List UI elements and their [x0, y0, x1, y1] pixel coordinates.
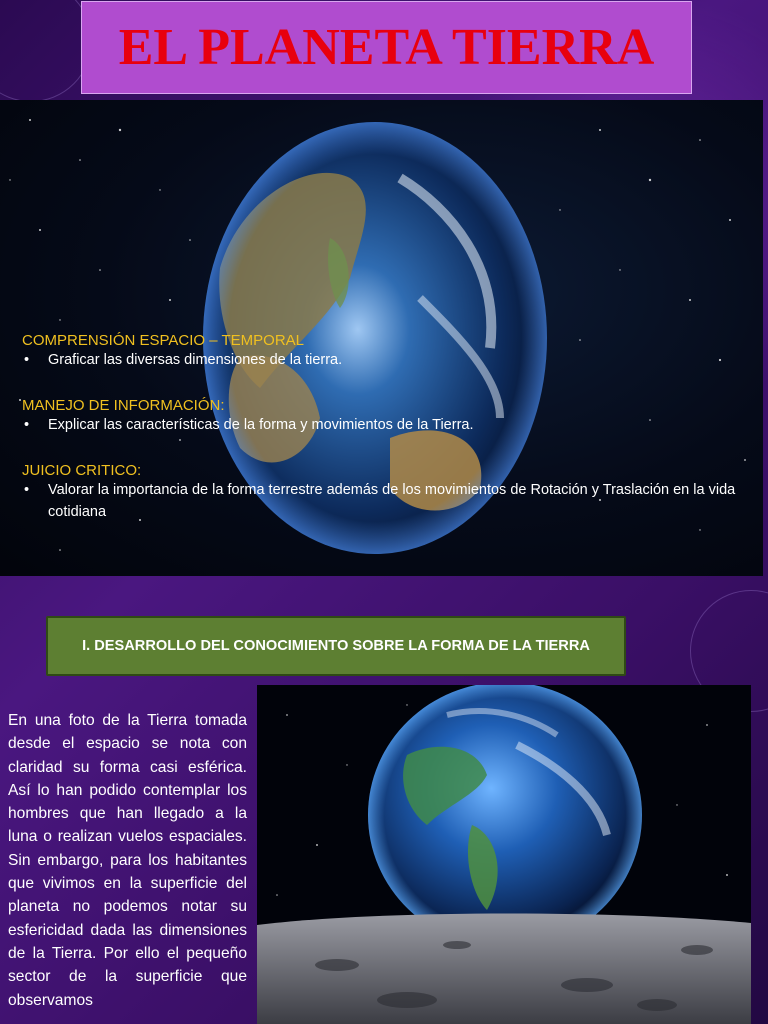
- objective-text: Graficar las diversas dimensiones de la tierra.: [48, 352, 343, 368]
- bullet: •: [24, 352, 30, 368]
- body-paragraph: En una foto de la Tierra tomada desde el espacio se nota con claridad su forma casi esférica. Así lo han podido contemplar los hombres que han llegado a la luna o realizan vuelos espaciales. Sin embargo, para los habitantes que vivimos en la superficie del planeta no podemos notar su esfericidad dada las dimensiones de la Tierra. Por ello el pequeño sector de la superficie que observamos: [8, 712, 247, 1009]
- objective-heading: JUICIO CRITICO:: [22, 462, 142, 479]
- bullet: •: [24, 417, 30, 433]
- earth-space-image: [0, 100, 763, 576]
- objective-item: [22, 414, 752, 436]
- earth-over-moon-illustration: [257, 685, 751, 1024]
- bullet: •: [24, 482, 30, 498]
- earth-over-moon-image: [257, 685, 751, 1024]
- section-banner: [46, 616, 626, 676]
- objective-heading: COMPRENSIÓN ESPACIO – TEMPORAL: [22, 332, 305, 349]
- objective-item: [22, 479, 752, 523]
- page-title: EL PLANETA TIERRA: [118, 19, 655, 76]
- objectives-list: [22, 332, 752, 523]
- objective-heading: MANEJO DE INFORMACIÓN:: [22, 397, 225, 414]
- objective-text: Valorar la importancia de la forma terrestre además de los movimientos de Rotación y Traslación en la vida cotidiana: [48, 482, 736, 520]
- objective-item: [22, 349, 752, 371]
- title-box: [81, 1, 692, 94]
- objective-text: Explicar las características de la forma y movimientos de la Tierra.: [48, 417, 474, 433]
- section-heading: I. DESARROLLO DEL CONOCIMIENTO SOBRE LA FORMA DE LA TIERRA: [82, 638, 590, 654]
